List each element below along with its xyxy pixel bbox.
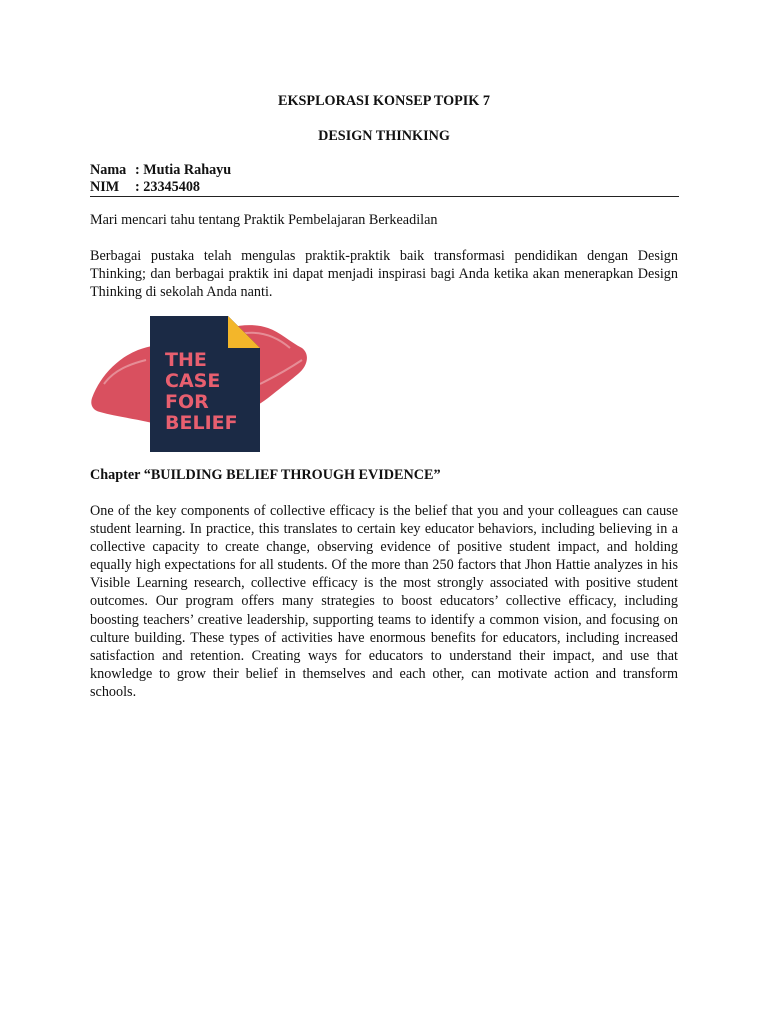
- intro-text: Mari mencari tahu tentang Praktik Pembelajaran Berkeadilan: [90, 212, 438, 228]
- chapter-heading: Chapter “BUILDING BELIEF THROUGH EVIDENCE”: [90, 467, 441, 483]
- name-value: : Mutia Rahayu: [135, 162, 232, 178]
- cover-line-1: THE: [165, 349, 207, 371]
- student-info: [90, 162, 231, 196]
- nim-row: [90, 179, 231, 196]
- document-title: EKSPLORASI KONSEP TOPIK 7: [278, 93, 490, 109]
- name-label: Nama: [90, 162, 127, 178]
- cover-line-2: CASE: [165, 370, 221, 392]
- cover-line-3: FOR: [165, 391, 209, 413]
- paragraph-design-thinking: Berbagai pustaka telah mengulas praktik-praktik baik transformasi pendidikan dengan Design Thinking; dan berbagai praktik ini dapat menjadi inspirasi bagi Anda ketika akan menerapkan Design Thinking di sekolah Anda nanti.: [90, 248, 678, 300]
- name-row: [90, 162, 231, 179]
- paragraph-collective-efficacy: One of the key components of collective efficacy is the belief that you and your colleagues can cause student learning. In practice, this translates to certain key educator behaviors, including believing in a collective capacity to create change, observing evidence of positive student impact, and holding equally high expectations for all students. Of the more than 250 factors that Jhon Hattie analyzes in his Visible Learning research, collective efficacy is the most strongly associated with positive student outcomes. Our program offers many strategies to boost educators’ collective efficacy, including boosting teachers’ creative leadership, supporting teams to identify a common vision, and focusing on culture building. These types of activities have enormous benefits for educators, including increased satisfaction and retention. Creating ways for educators to understand their impact, and use that knowledge to grow their belief in themselves and each other, can motivate action and transform schools.: [90, 503, 678, 700]
- document-subtitle: DESIGN THINKING: [318, 128, 450, 144]
- nim-label: NIM: [90, 179, 120, 195]
- book-cover-graphic: [90, 314, 310, 454]
- nim-value: : 23345408: [135, 179, 201, 195]
- book-cover-image: [90, 314, 310, 454]
- cover-line-4: BELIEF: [165, 412, 238, 434]
- header-divider: [90, 196, 679, 197]
